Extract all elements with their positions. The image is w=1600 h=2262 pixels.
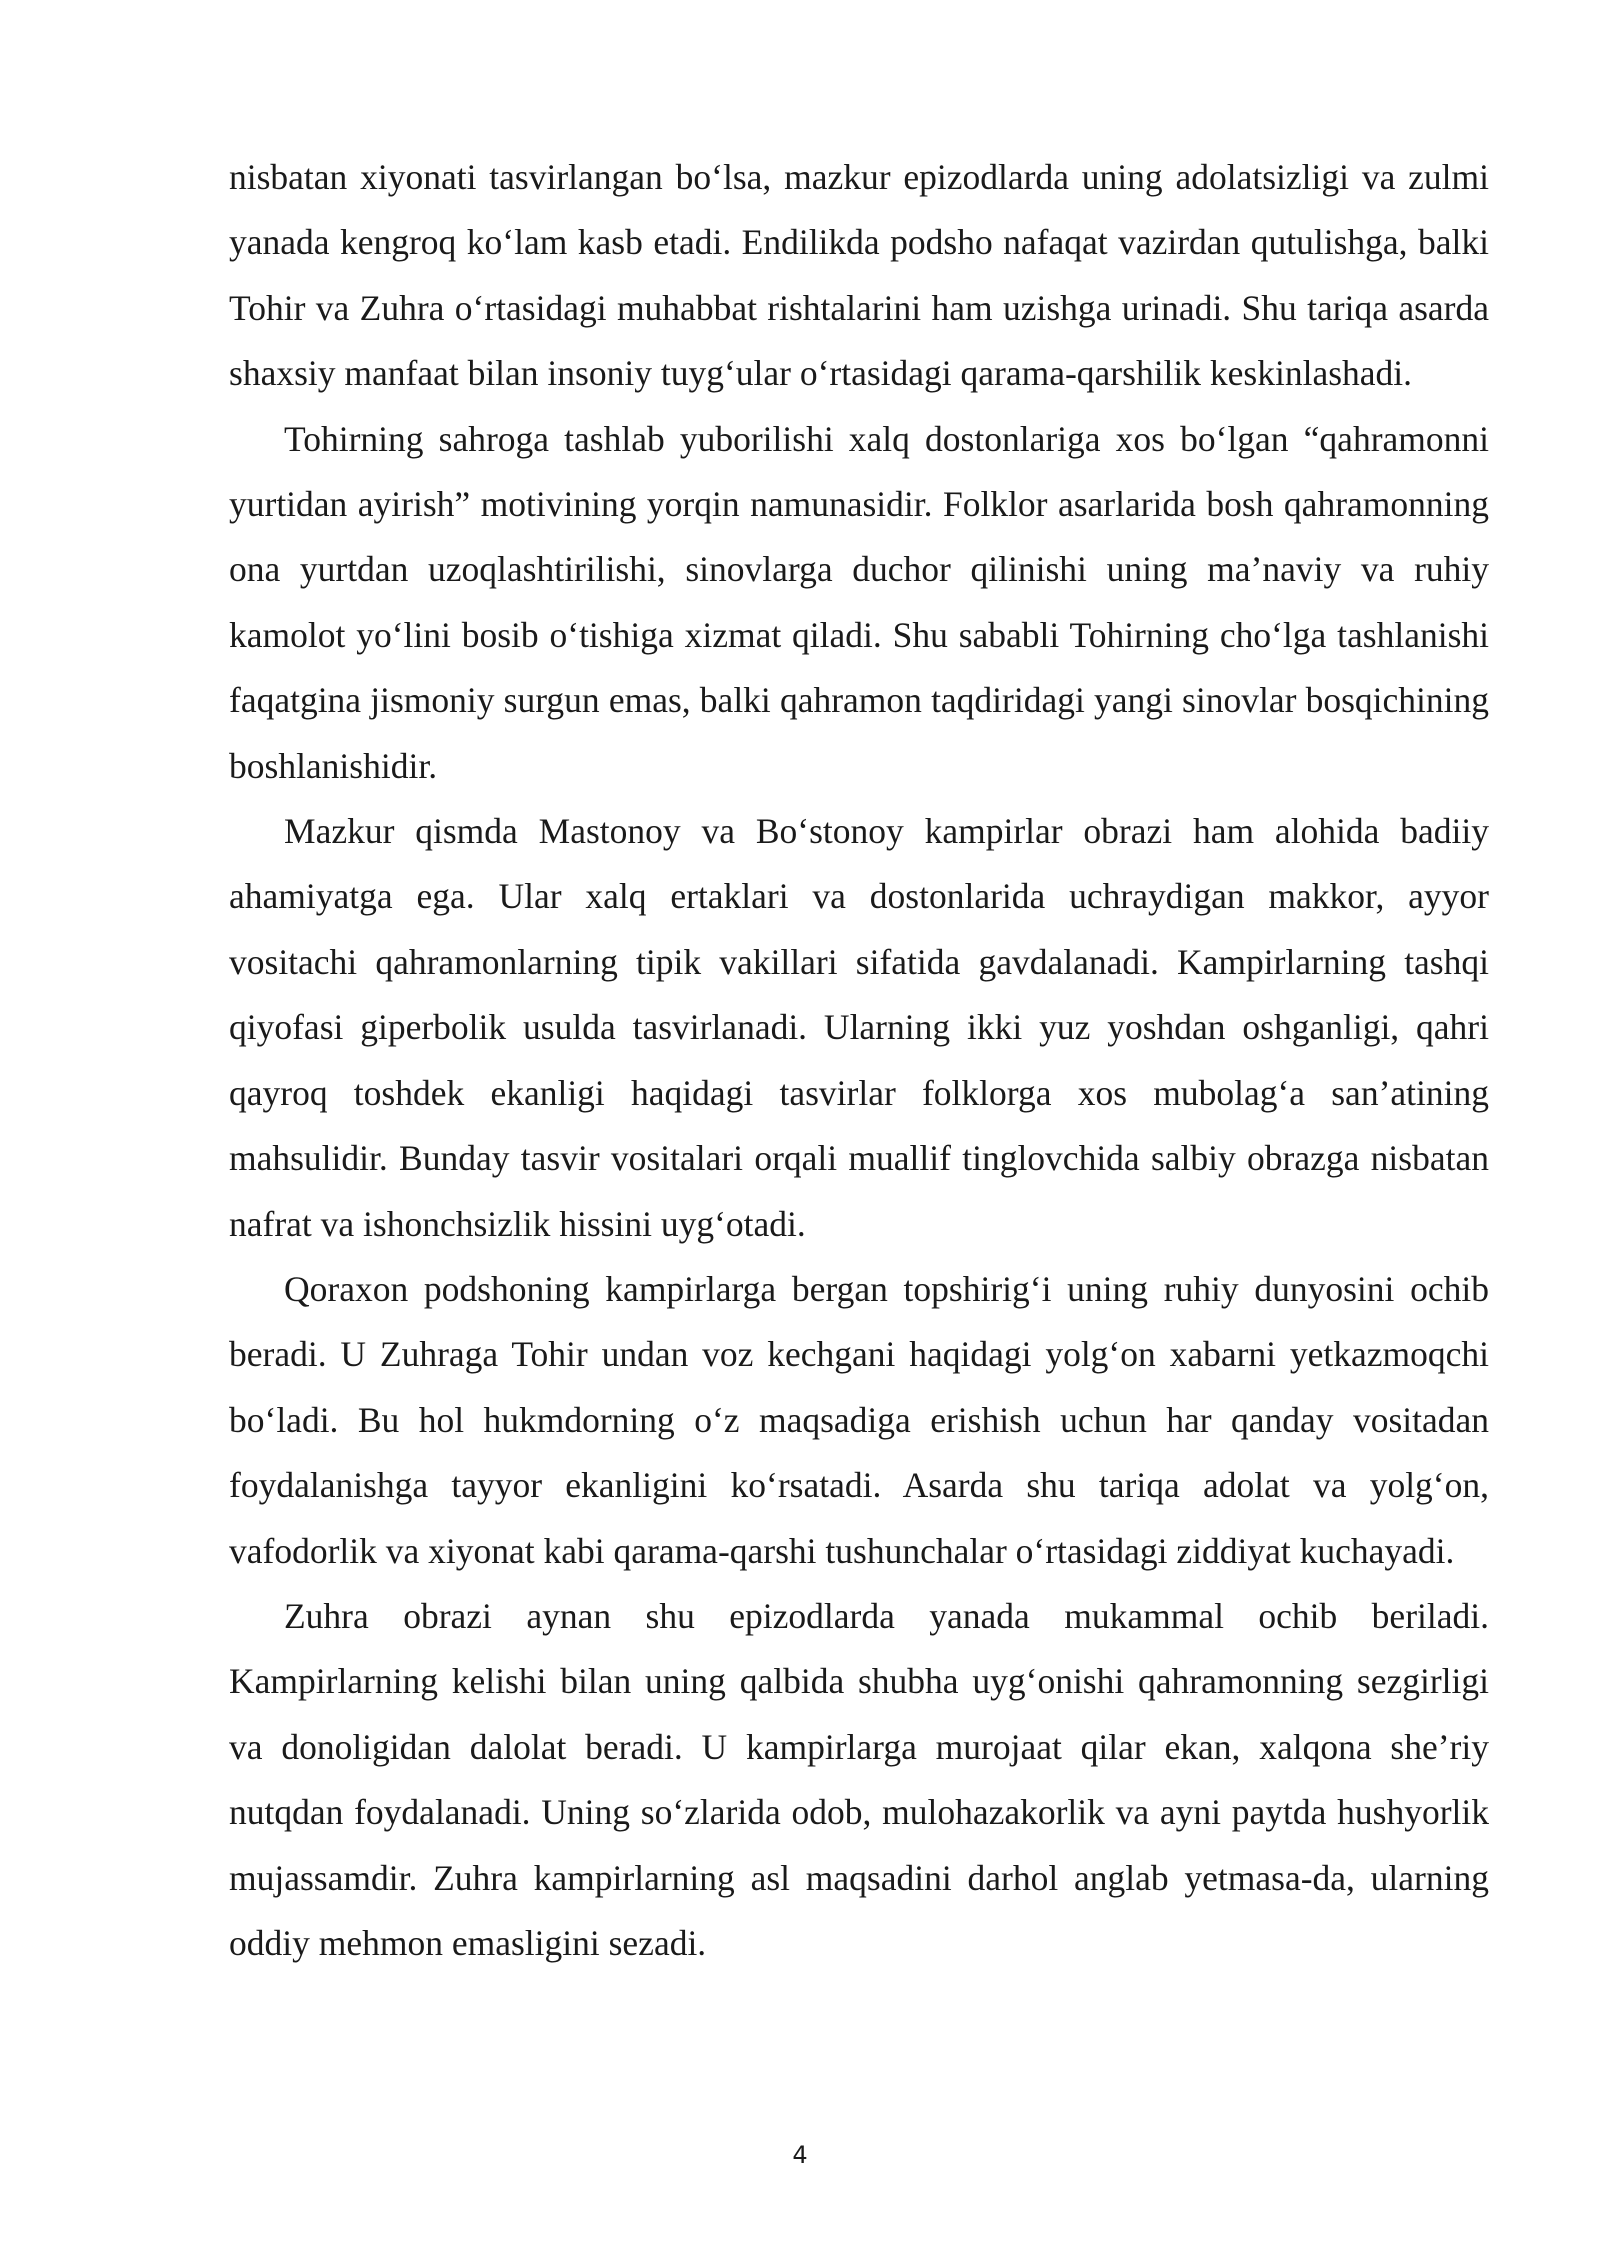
paragraph-zuhra: Zuhra obrazi aynan shu epizodlarda yanada mukammal ochib beriladi. Kampirlarning kelishi bilan uning qalbida shubha uyg‘onishi qahramonning sezgirligi va donoligidan dalolat beradi. U kampirlarga murojaat qilar ekan, xalqona she’riy nutqdan foydalanadi. Uning so‘zlarida odob, mulohazakorlik va ayni paytda hushyorlik mujassamdir. Zuhra kampirlarning asl maqsadini darhol anglab yetmasa-da, ularning oddiy mehmon emasligini sezadi. [229, 1595, 1489, 1963]
paragraph-kampirlar: Mazkur qismda Mastonoy va Bo‘stonoy kampirlar obrazi ham alohida badiiy ahamiyatga ega. Ular xalq ertaklari va dostonlarida uchraydigan makkor, ayyor vositachi qahramonlarning tipik vakillari sifatida gavdalanadi. Kampirlarning tashqi qiyofasi giperbolik usulda tasvirlanadi. Ularning ikki yuz yoshdan oshganligi, qahri qayroq toshdek ekanligi haqidagi tasvirlar folklorga xos mubolag‘a san’atining mahsulidir. Bunday tasvir vositalari orqali muallif tinglovchida salbiy obrazga nisbatan nafrat va ishonchsizlik hissini uyg‘otadi. [229, 811, 1489, 1244]
page-number: 4 [792, 2141, 808, 2169]
paragraph-qoraxon: Qoraxon podshoning kampirlarga bergan topshirig‘i uning ruhiy dunyosini ochib beradi. U Zuhraga Tohir undan voz kechgani haqidagi yolg‘on xabarni yetkazmoqchi bo‘ladi. Bu hol hukmdorning o‘z maqsadiga erishish uchun har qanday vositadan foydalanishga tayyor ekanligini ko‘rsatadi. Asarda shu tariqa adolat va yolg‘on, vafodorlik va xiyonat kabi qarama-qarshi tushunchalar o‘rtasidagi ziddiyat kuchayadi. [229, 1268, 1489, 1571]
paragraph-tohir-exile: Tohirning sahroga tashlab yuborilishi xalq dostonlariga xos bo‘lgan “qahramonni yurtidan ayirish” motivining yorqin namunasidir. Folklor asarlarida bosh qahramonning ona yurtdan uzoqlashtirilishi, sinovlarga duchor qilinishi uning ma’naviy va ruhiy kamolot yo‘lini bosib o‘tishiga xizmat qiladi. Shu sababli Tohirning cho‘lga tashlanishi faqatgina jismoniy surgun emas, balki qahramon taqdiridagi yangi sinovlar bosqichining boshlanishidir. [229, 418, 1489, 786]
body-text [229, 145, 1489, 1976]
paragraph-continuation: nisbatan xiyonati tasvirlangan bo‘lsa, mazkur epizodlarda uning adolatsizligi va zulmi yanada kengroq ko‘lam kasb etadi. Endilikda podsho nafaqat vazirdan qutulishga, balki Tohir va Zuhra o‘rtasidagi muhabbat rishtalarini ham uzishga urinadi. Shu tariqa asarda shaxsiy manfaat bilan insoniy tuyg‘ular o‘rtasidagi qarama-qarshilik keskinlashadi. [229, 157, 1489, 394]
